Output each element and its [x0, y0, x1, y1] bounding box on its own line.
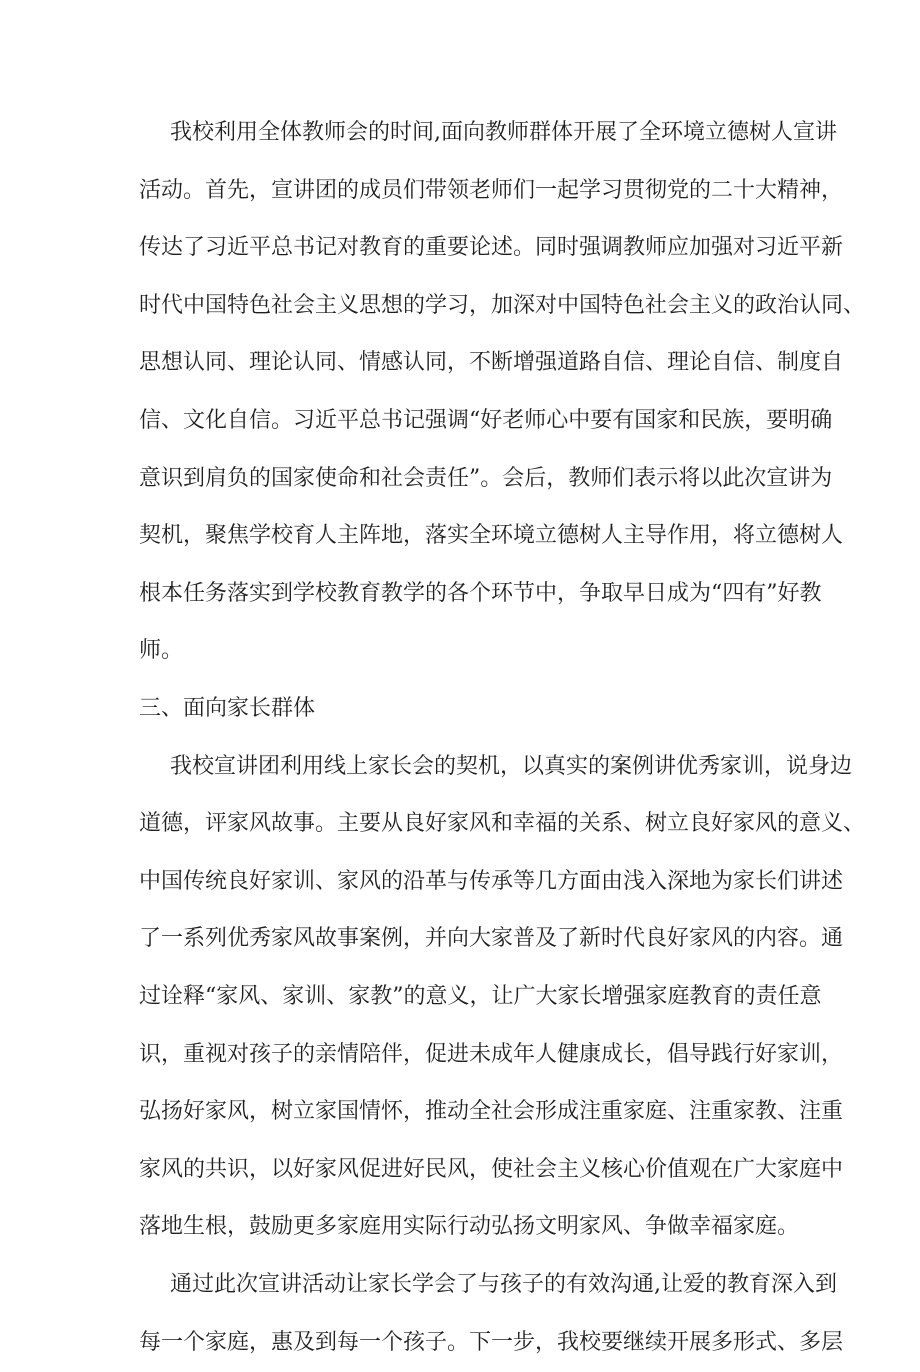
text-line: 中国传统良好家训、家风的沿革与传承等几方面由浅入深地为家长们讲述: [139, 868, 844, 894]
text-line: 过诠释“家风、家训、家教”的意义，让广大家长增强家庭教育的责任意: [139, 984, 822, 1009]
text-line: 弘扬好家风，树立家国情怀，推动全社会形成注重家庭、注重家教、注重: [139, 1099, 844, 1125]
text-line: 识，重视对孩子的亲情陪伴，促进未成年人健康成长，倡导践行好家训，: [139, 1041, 844, 1067]
text-line: 活动。首先，宣讲团的成员们带领老师们一起学习贯彻党的二十大精神，: [139, 177, 844, 203]
text-line: 信、文化自信。习近平总书记强调“好老师心中要有国家和民族，要明确: [139, 408, 833, 433]
text-line: 落地生根，鼓励更多家庭用实际行动弘扬文明家风、争做幸福家庭。: [139, 1214, 800, 1240]
section-heading: 三、面向家长群体: [139, 696, 316, 721]
text-line: 道德，评家风故事。主要从良好家风和幸福的关系、树立良好家风的意义、: [139, 811, 866, 837]
text-line: 了一系列优秀家风故事案例，并向大家普及了新时代良好家风的内容。通: [139, 926, 844, 952]
text-line: 思想认同、理论认同、情感认同，不断增强道路自信、理论自信、制度自: [139, 350, 844, 376]
text-line: 我校宣讲团利用线上家长会的契机，以真实的案例讲优秀家训，说身边: [170, 753, 853, 779]
text-line: 传达了习近平总书记对教育的重要论述。同时强调教师应加强对习近平新: [139, 235, 844, 261]
text-line: 家风的共识，以好家风促进好民风，使社会主义核心价值观在广大家庭中: [139, 1156, 844, 1182]
text-line: 意识到肩负的国家使命和社会责任”。会后，教师们表示将以此次宣讲为: [139, 465, 833, 491]
text-line: 契机，聚焦学校育人主阵地，落实全环境立德树人主导作用，将立德树人: [139, 523, 844, 549]
text-line: 根本任务落实到学校教育教学的各个环节中，争取早日成为“四有”好教: [139, 580, 822, 606]
text-line: 我校利用全体教师会的时间,面向教师群体开展了全环境立德树人宣讲: [170, 120, 837, 145]
text-line: 通过此次宣讲活动让家长学会了与孩子的有效沟通,让爱的教育深入到: [170, 1272, 837, 1297]
text-line: 师。: [139, 638, 184, 664]
text-line: 每一个家庭，惠及到每一个孩子。下一步，我校要继续开展多形式、多层: [139, 1329, 844, 1355]
text-line: 时代中国特色社会主义思想的学习，加深对中国特色社会主义的政治认同、: [139, 292, 866, 318]
